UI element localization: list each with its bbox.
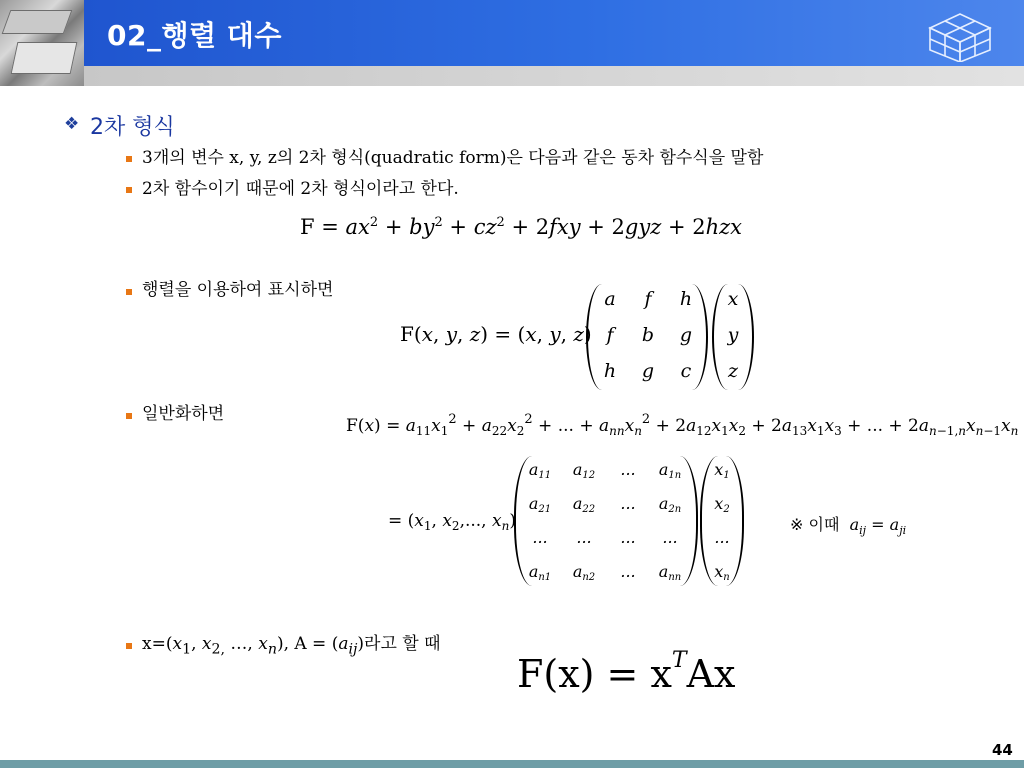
list-item-definition: $x=(x_1$, $x_{2,}$ …, $x_n$), $A = (a_{ij})$라고 할 때: [142, 634, 441, 658]
list-item: 3개의 변수 x, y, z의 2차 형식(quadratic form)은 다음과 같은 동차 함수식을 말함: [142, 148, 764, 168]
coefficient-matrix: a f h f b g h g c: [586, 284, 708, 390]
bullet-square-icon: [126, 156, 132, 162]
list-item: 일반화하면: [142, 404, 225, 424]
list-item: 2차 함수이기 때문에 2차 형식이라고 한다.: [142, 179, 459, 199]
list-item: 행렬을 이용하여 표시하면: [142, 280, 334, 300]
general-coefficient-matrix: $a_{11}$ $a_{12}$ ... $a_{1n}$ $a_{21}$ $a_{22}$ ... $a_{2n}$ ... ... ... ... $a_{n1}$ $a_{n2}$ ... $a_{nn}$: [514, 456, 698, 586]
bullet-square-icon: [126, 413, 132, 419]
quadratic-form-equation: $F = ax^2 + by^2 + cz^2 + 2fxy + 2gyz + 2hzx$: [300, 215, 743, 239]
header-keyboard-photo: [0, 0, 84, 86]
slide-title: 02_행렬 대수: [107, 19, 282, 52]
bullet-square-icon: [126, 187, 132, 193]
diamond-bullet-icon: ❖: [64, 114, 80, 134]
cube-logo-icon: [920, 6, 1000, 62]
bullet-square-icon: [126, 289, 132, 295]
footer-bar: [0, 760, 1024, 768]
section-heading: 2차 형식: [90, 115, 175, 140]
general-quadratic-equation: $F(x) = a_{11}x_1^2 + a_{22}x_2^2$ + ... + $a_{nn}x_n^2 + 2a_{12}x_1x_2 + 2a_{13}x_1x_3$ + ... + $2a_{n-1,n}x_{n-1}x_n$: [346, 412, 1019, 438]
matrix-lhs: F(x, y, z) = (x, y, z): [400, 322, 592, 346]
variable-vector: x y z: [712, 284, 754, 390]
page-number: 44: [992, 741, 1013, 759]
header-underline-bar: [84, 66, 1024, 86]
general-variable-vector: $x_1$ $x_2$ ... $x_n$: [700, 456, 744, 586]
symmetry-note: ※ 이때 $a_{ij} = a_{ji}$: [790, 515, 907, 537]
quadratic-matrix-formula: $F(x) = x^TAx$: [517, 648, 736, 696]
general-matrix-lhs: = ($x_1$, $x_2$,..., $x_n$): [388, 511, 516, 533]
bullet-square-icon: [126, 643, 132, 649]
